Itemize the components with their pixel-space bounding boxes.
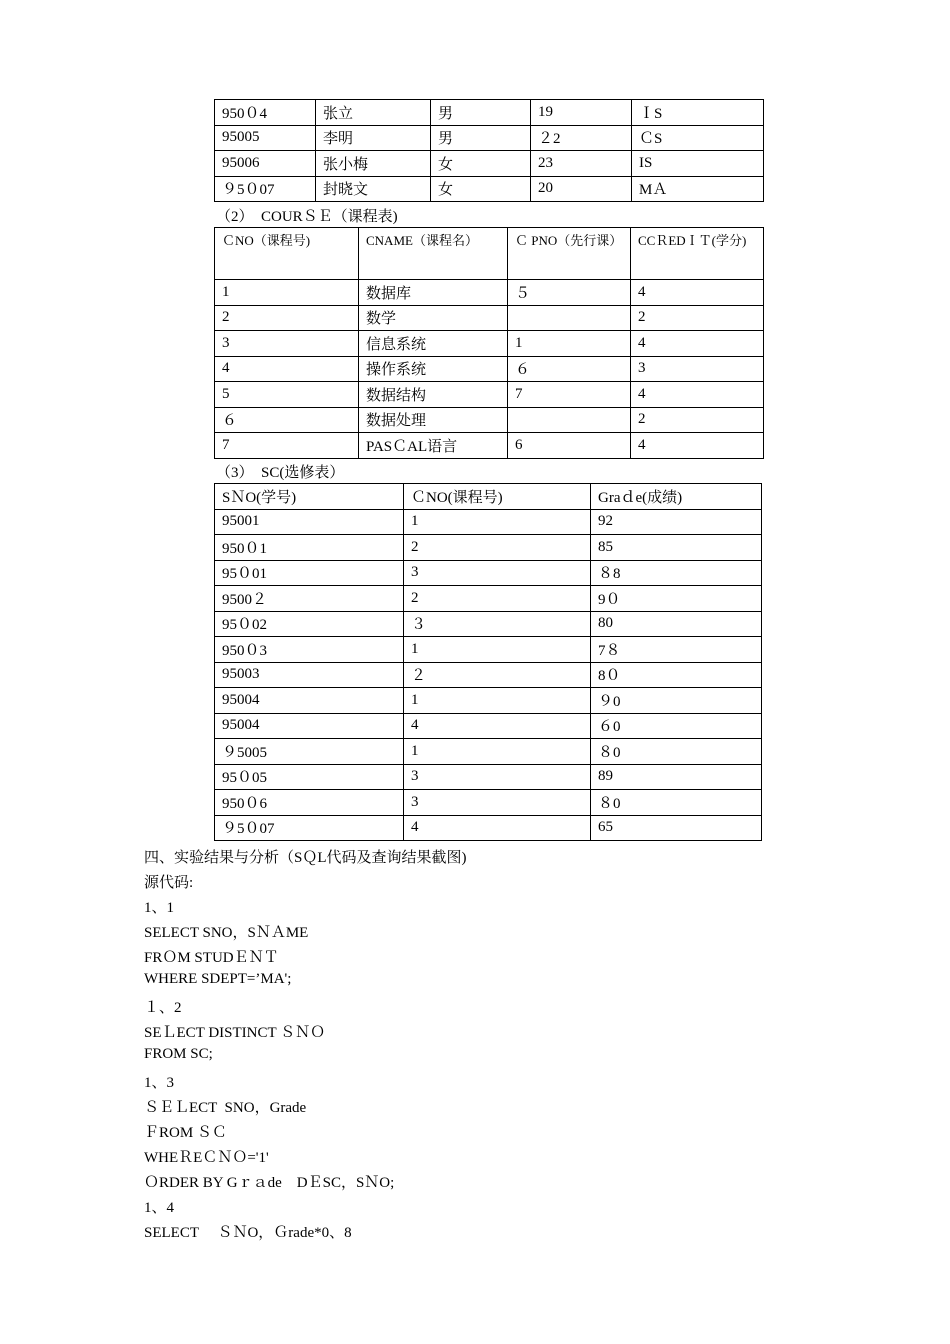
table-header-cell: ＣNO(课程号) — [404, 484, 591, 510]
course-table — [214, 227, 764, 459]
table-cell: ＩS — [632, 100, 764, 126]
course-table-body — [215, 228, 764, 459]
table-cell: 95０01 — [215, 560, 404, 586]
code-line: 源代码: — [144, 875, 194, 891]
sc-row — [215, 611, 762, 637]
course-row — [215, 331, 764, 357]
table-header-row — [215, 484, 762, 510]
table-cell: ６ — [508, 356, 631, 382]
table-cell: ８0 — [591, 790, 762, 816]
code-line: ＯRDER BY Gｒａde DＥSC，SＮO; — [144, 1175, 395, 1191]
table-cell: 3 — [215, 331, 359, 357]
table-cell: 95005 — [215, 125, 316, 151]
table-cell: 2 — [215, 305, 359, 331]
table-cell: ２2 — [531, 125, 632, 151]
sc-row — [215, 535, 762, 561]
table-cell: 4 — [215, 356, 359, 382]
sc-table-body — [215, 484, 762, 841]
table-cell: 女 — [431, 151, 531, 177]
table-cell: 3 — [404, 764, 591, 790]
sc-row — [215, 739, 762, 765]
sc-row — [215, 815, 762, 841]
code-line: FRＯM STUDＥＮＴ — [144, 950, 279, 966]
course-row — [215, 433, 764, 459]
table-header-cell: SＮO(学号) — [215, 484, 404, 510]
sc-row — [215, 560, 762, 586]
table-cell: 女 — [431, 176, 531, 202]
table-cell: ９5０07 — [215, 176, 316, 202]
table-header-cell: CNAME（课程名） — [359, 228, 508, 280]
table-cell: 1 — [404, 637, 591, 663]
table-cell: 3 — [631, 356, 764, 382]
student-table — [214, 99, 764, 202]
table-cell: ６ — [215, 407, 359, 433]
table-cell: 85 — [591, 535, 762, 561]
table-cell: 男 — [431, 125, 531, 151]
table-cell: 1 — [215, 280, 359, 306]
code-line: FROM SC; — [144, 1046, 213, 1062]
code-line: SELECT ＳＮO，Ｇrade*0、8 — [144, 1225, 352, 1241]
sc-row — [215, 586, 762, 612]
table-cell: 6 — [508, 433, 631, 459]
table-cell: 95001 — [215, 509, 404, 535]
sc-table — [214, 483, 762, 841]
table-cell: ８0 — [591, 739, 762, 765]
course-row — [215, 382, 764, 408]
student-row — [215, 100, 764, 126]
table-cell: 65 — [591, 815, 762, 841]
code-line: SEＬECT DISTINCT ＳＮＯ — [144, 1025, 326, 1041]
table-cell: 5 — [215, 382, 359, 408]
table-cell: ９0 — [591, 688, 762, 714]
section-heading: 四、实验结果与分析（SＱL代码及查询结果截图) — [144, 850, 467, 866]
sc-row — [215, 688, 762, 714]
table-cell: ９5０07 — [215, 815, 404, 841]
table-cell: 4 — [631, 433, 764, 459]
table-cell: 1 — [508, 331, 631, 357]
table-cell: 950０3 — [215, 637, 404, 663]
table-cell: ＣS — [632, 125, 764, 151]
sc-caption: （3） SC(选修表） — [216, 465, 345, 481]
table-cell: 95006 — [215, 151, 316, 177]
sc-row — [215, 790, 762, 816]
table-cell: 数学 — [359, 305, 508, 331]
table-cell: ６0 — [591, 713, 762, 739]
sc-row — [215, 637, 762, 663]
table-cell: 4 — [404, 713, 591, 739]
table-cell: 95003 — [215, 662, 404, 688]
table-cell: 80 — [591, 611, 762, 637]
table-cell: 数据处理 — [359, 407, 508, 433]
student-row — [215, 125, 764, 151]
table-cell: 男 — [431, 100, 531, 126]
table-cell: 1 — [404, 688, 591, 714]
table-cell: 7 — [215, 433, 359, 459]
table-cell: 950０4 — [215, 100, 316, 126]
table-cell: MＡ — [632, 176, 764, 202]
course-row — [215, 280, 764, 306]
table-cell: 95004 — [215, 688, 404, 714]
code-line: ＦROM ＳＣ — [144, 1125, 227, 1141]
code-line: WHEＲEＣＮＯ='1' — [144, 1150, 269, 1166]
table-cell — [508, 407, 631, 433]
table-cell: 950０1 — [215, 535, 404, 561]
table-cell: 20 — [531, 176, 632, 202]
table-cell: 操作系统 — [359, 356, 508, 382]
table-cell: 95004 — [215, 713, 404, 739]
table-cell: 1 — [404, 739, 591, 765]
course-row — [215, 407, 764, 433]
table-header-cell: CCＲEDＩＴ(学分) — [631, 228, 764, 280]
table-cell: 7 — [508, 382, 631, 408]
student-row — [215, 176, 764, 202]
table-cell: 李明 — [316, 125, 431, 151]
code-line: 1、3 — [144, 1075, 175, 1091]
table-cell: 2 — [631, 407, 764, 433]
code-line: WHERE SDEPT=’MA'; — [144, 971, 292, 987]
course-caption: （2） COURＳＥ（课程表) — [216, 209, 398, 225]
table-cell: 7８ — [591, 637, 762, 663]
course-row — [215, 305, 764, 331]
table-cell: ２ — [404, 662, 591, 688]
code-line: １、2 — [144, 1000, 182, 1016]
code-line: 1、4 — [144, 1200, 175, 1216]
table-cell: 数据库 — [359, 280, 508, 306]
table-cell: ３ — [404, 611, 591, 637]
table-header-cell: ＣNO（课程号) — [215, 228, 359, 280]
table-cell: 3 — [404, 560, 591, 586]
course-row — [215, 356, 764, 382]
table-cell: 3 — [404, 790, 591, 816]
code-line: SELECT SNO，SＮＡME — [144, 925, 309, 941]
table-cell: 封晓文 — [316, 176, 431, 202]
table-cell: 2 — [404, 535, 591, 561]
code-line: ＳＥＬECT SNO，Grade — [144, 1100, 307, 1116]
table-cell: ５ — [508, 280, 631, 306]
table-header-cell: Ｃ PNO（先行课） — [508, 228, 631, 280]
table-cell: ９5005 — [215, 739, 404, 765]
table-cell: 950０6 — [215, 790, 404, 816]
student-row — [215, 151, 764, 177]
table-cell: 数据结构 — [359, 382, 508, 408]
table-cell: 4 — [631, 331, 764, 357]
table-cell: 1 — [404, 509, 591, 535]
table-cell: 92 — [591, 509, 762, 535]
table-cell: 4 — [631, 280, 764, 306]
table-cell: ８8 — [591, 560, 762, 586]
table-cell: 95０05 — [215, 764, 404, 790]
table-header-cell: Graｄe(成绩) — [591, 484, 762, 510]
table-cell: 19 — [531, 100, 632, 126]
table-cell: 2 — [404, 586, 591, 612]
table-cell: 张立 — [316, 100, 431, 126]
sc-row — [215, 662, 762, 688]
sc-row — [215, 764, 762, 790]
student-table-body — [215, 100, 764, 202]
table-header-row — [215, 228, 764, 280]
table-cell: 95０02 — [215, 611, 404, 637]
table-cell: 4 — [404, 815, 591, 841]
table-cell: 9500２ — [215, 586, 404, 612]
table-cell: 张小梅 — [316, 151, 431, 177]
table-cell: PASＣAL语言 — [359, 433, 508, 459]
table-cell: 9０ — [591, 586, 762, 612]
table-cell: IS — [632, 151, 764, 177]
table-cell — [508, 305, 631, 331]
table-cell: 信息系统 — [359, 331, 508, 357]
table-cell: 4 — [631, 382, 764, 408]
code-line: 1、1 — [144, 900, 175, 916]
sc-row — [215, 713, 762, 739]
table-cell: 2 — [631, 305, 764, 331]
table-cell: 89 — [591, 764, 762, 790]
table-cell: 23 — [531, 151, 632, 177]
table-cell: 8０ — [591, 662, 762, 688]
sc-row — [215, 509, 762, 535]
